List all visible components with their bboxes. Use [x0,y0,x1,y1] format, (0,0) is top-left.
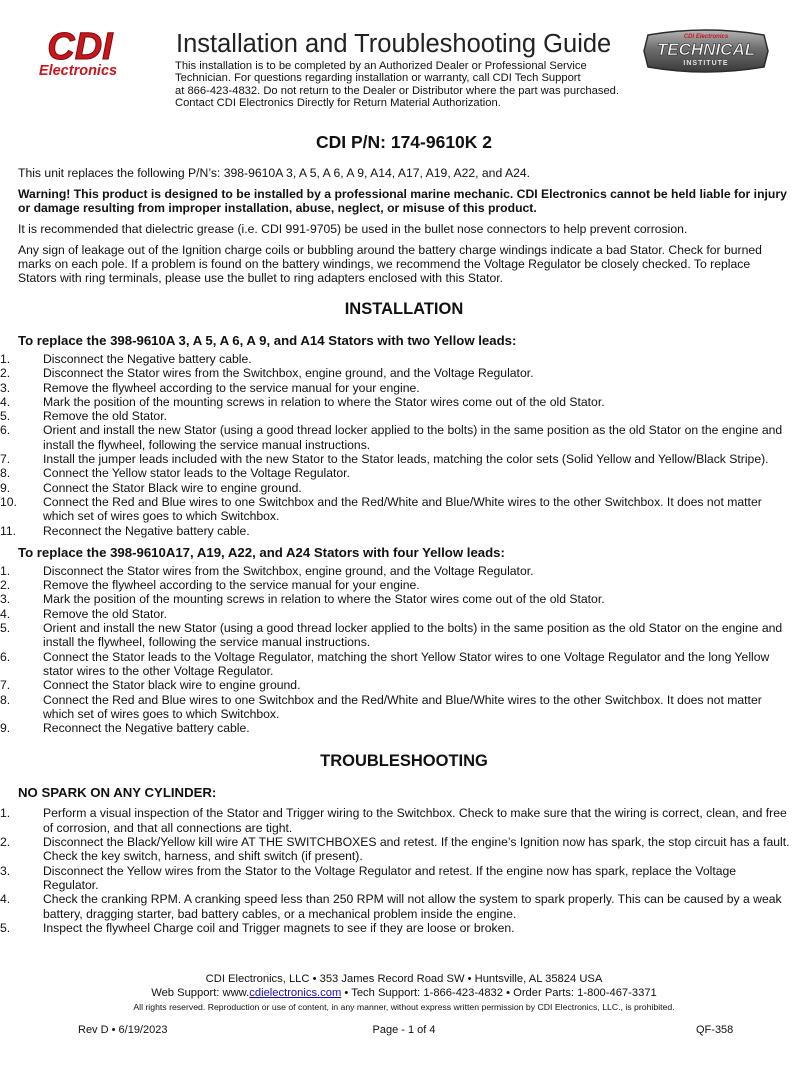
step-text: Mark the position of the mounting screws in relation to where the Stator wires come out of the old Stator. [43,592,605,607]
intro-paragraph [175,60,625,109]
list-item: 4. Remove the old Stator. [0,606,167,621]
list-item: 1. Disconnect the Negative battery cable. [0,352,252,366]
step-text: Remove the old Stator. [43,409,167,424]
list-item: 7. Install the jumper leads included with the new Stator to the Stator leads, matching the color sets (Solid Yellow and Yellow/Black Stripe). [0,452,769,467]
list-item: 6. Connect the Stator leads to the Voltage Regulator, matching the short Yellow Stator wires to one Voltage Regulator and the long Yellow stator wires to the other Voltage Regulator. [0,649,770,678]
list-item: 3. Mark the position of the mounting screws in relation to where the Stator wires come out of the old Stator. [0,592,605,607]
cdi-electronics-logo [14,26,148,78]
replaces-paragraph: This unit replaces the following P/N’s: 398-9610A 3, A 5, A 6, A 9, A14, A17, A19, A22, and A24. [18,166,531,180]
step-text: Install the jumper leads included with the new Stator to the Stator leads, matching the color sets (Solid Yellow and Yellow/Black Stripe). [43,452,769,467]
section1-title: To replace the 398-9610A 3, A 5, A 6, A 9, and A14 Stators with two Yellow leads: [18,333,517,348]
page-header [0,0,808,120]
leakage-paragraph: Any sign of leakage out of the Ignition charge coils or bubbling around the battery charge windings indicate a bad Stator. Check for burned marks on each pole. If a problem is found on the battery windings, we recommend the Voltage Regulator be closely checked. To replace Stators with ring terminals, please use the bullet to ring adapters enclosed with this Stator. [18,243,762,285]
list-item: 5. Remove the old Stator. [0,409,167,424]
document-body [0,166,790,935]
troubleshooting-steps [0,806,790,935]
step-text: Connect the Stator black wire to engine ground. [43,678,301,693]
list-item: 6. Orient and install the new Stator (using a good thread locker applied to the bolts) in the same position as the old Stator on the engine and install the flywheel, following the service manual instructions. [0,423,783,452]
step-text: Connect the Yellow stator leads to the Voltage Regulator. [43,466,350,481]
section1-steps [0,352,790,538]
step-text: Disconnect the Black/Yellow kill wire AT THE SWITCHBOXES and retest. If the engine’s Ignition now has spark, the stop circuit has a fault. Check the key switch, harness, and shift switch (if present). [43,835,790,864]
technical-institute-badge [642,27,770,74]
list-item: 5. Inspect the flywheel Charge coil and Trigger magnets to see if they are loose or broken. [0,920,515,935]
warning-paragraph: Warning! This product is designed to be installed by a professional marine mechanic. CDI Electronics cannot be held liable for injury or damage resulting from improper installation, abuse, neglect, or misuse of this product. [18,187,787,215]
footer-web-prefix: Web Support: www. [151,987,250,999]
list-item: 1. Perform a visual inspection of the Stator and Trigger wiring to the Switchbox. Check to make sure that the wiring is correct, clean, and free of corrosion, and that all connections are tight. [0,806,787,835]
badge-main-text: TECHNICAL [656,40,756,59]
website-link[interactable]: cdielectronics.com [249,987,342,999]
step-text: Check the cranking RPM. A cranking speed less than 250 RPM will not allow the system to spark properly. This can be caused by a weak battery, dragging starter, bad battery cables, or a mechanical problem inside the engine. [43,892,782,921]
step-text: Disconnect the Stator wires from the Switchbox, engine ground, and the Voltage Regulator. [43,366,534,381]
part-number-heading: CDI P/N: 174-9610K 2 [315,132,493,152]
step-text: Perform a visual inspection of the Stator and Trigger wiring to the Switchbox. Check to make sure that the wiring is correct, clean, and free of corrosion, and that all connections are tight. [43,806,787,835]
list-item: 2. Disconnect the Black/Yellow kill wire AT THE SWITCHBOXES and retest. If the engine’s Ignition now has spark, the stop circuit has a fault. Check the key switch, harness, and shift switch (if present). [0,835,790,864]
intro-line: This installation is to be completed by an Authorized Dealer or Professional Service [175,60,587,72]
step-text: Inspect the flywheel Charge coil and Trigger magnets to see if they are loose or broken. [43,920,515,935]
badge-sub-text: INSTITUTE [683,60,729,67]
list-item: 4. Mark the position of the mounting screws in relation to where the Stator wires come out of the old Stator. [0,394,605,409]
list-item: 5. Orient and install the new Stator (using a good thread locker applied to the bolts) in the same position as the old Stator on the engine and install the flywheel, following the service manual instructions. [0,621,783,650]
step-text: Disconnect the Stator wires from the Switchbox, engine ground, and the Voltage Regulator. [43,563,534,578]
list-item: 9. Connect the Stator Black wire to engine ground. [0,480,302,495]
step-text: Remove the old Stator. [43,606,167,621]
list-item: 8. Connect the Red and Blue wires to one Switchbox and the Red/White and Blue/White wires to the other Switchbox. It does not matter which set of wires goes to which Switchbox. [0,692,762,721]
badge-top-text: CDI Electronics [683,34,729,40]
step-text: Mark the position of the mounting screws in relation to where the Stator wires come out of the old Stator. [43,394,605,409]
step-text: Disconnect the Yellow wires from the Stator to the Voltage Regulator and retest. If the engine now has spark, replace the Voltage Regulator. [43,863,737,892]
page-title: Installation and Troubleshooting Guide [176,30,612,58]
logo-electronics-text: Electronics [38,63,118,78]
list-item: 9. Reconnect the Negative battery cable. [0,721,250,736]
list-item: 11. Reconnect the Negative battery cable. [0,523,250,538]
page-footer [0,972,808,1014]
step-text: Disconnect the Negative battery cable. [43,352,252,366]
list-item: 2. Remove the flywheel according to the service manual for your engine. [0,578,420,593]
step-text: Remove the flywheel according to the service manual for your engine. [43,380,420,395]
step-text: Remove the flywheel according to the service manual for your engine. [43,578,420,593]
intro-line: Contact CDI Electronics Directly for Return Material Authorization. [175,96,501,109]
section2-steps [0,563,790,736]
troubleshooting-heading: TROUBLESHOOTING [320,752,488,771]
logo-cdi-text: CDI [47,26,113,68]
list-item: 7. Connect the Stator black wire to engine ground. [0,678,301,693]
form-number: QF-358 [696,1024,734,1036]
step-text: Orient and install the new Stator (using a good thread locker applied to the bolts) in the same position as the old Stator on the engine and install the flywheel, following the service manual instructions. [43,423,783,452]
step-text: Connect the Stator leads to the Voltage Regulator, matching the short Yellow Stator wires to one Voltage Regulator and the long Yellow stator wires to the other Voltage Regulator. [43,649,770,678]
footer-support: • Tech Support: 1-866-423-4832 • Order Parts: 1-800-467-3371 [341,987,657,999]
list-item: 1. Disconnect the Stator wires from the Switchbox, engine ground, and the Voltage Regulator. [0,563,534,578]
footer-contacts [0,986,808,1000]
no-spark-title: NO SPARK ON ANY CYLINDER: [18,785,217,801]
section2-title: To replace the 398-9610A17, A19, A22, and A24 Stators with four Yellow leads: [18,544,505,560]
list-item: 8. Connect the Yellow stator leads to the Voltage Regulator. [0,466,350,481]
list-item: 2. Disconnect the Stator wires from the Switchbox, engine ground, and the Voltage Regulator. [0,366,534,381]
step-text: Connect the Stator Black wire to engine ground. [43,480,302,495]
revision-label: Rev D • 6/19/2023 [78,1024,168,1036]
list-item: 3. Remove the flywheel according to the service manual for your engine. [0,380,420,395]
list-item: 3. Disconnect the Yellow wires from the Stator to the Voltage Regulator and retest. If the engine now has spark, replace the Voltage Regulator. [0,863,737,892]
installation-heading: INSTALLATION [344,300,464,318]
step-text: Connect the Red and Blue wires to one Switchbox and the Red/White and Blue/White wires to the other Switchbox. It does not matter which set of wires goes to which Switchbox. [43,692,762,721]
step-text: Reconnect the Negative battery cable. [43,523,250,538]
grease-paragraph: It is recommended that dielectric grease (i.e. CDI 991-9705) be used in the bullet nose connectors to help prevent corrosion. [18,222,688,236]
intro-line: at 866-423-4832. Do not return to the Dealer or Distributor where the part was purchased. [175,84,620,97]
step-text: Orient and install the new Stator (using a good thread locker applied to the bolts) in the same position as the old Stator on the engine and install the flywheel, following the service manual instructions. [43,621,783,650]
footer-company: CDI Electronics, LLC • 353 James Record Road SW • Huntsville, AL 35824 USA [205,973,603,985]
intro-line: Technician. For questions regarding installation or warranty, call CDI Tech Support [175,72,581,85]
page-number: Page - 1 of 4 [372,1024,436,1036]
step-text: Connect the Red and Blue wires to one Switchbox and the Red/White and Blue/White wires to the other Switchbox. It does not matter which set of wires goes to which Switchbox. [43,494,762,524]
footer-rights: All rights reserved. Reproduction or use of content, in any manner, without express written permission by CDI Electronics, LLC., is prohibited. [133,1002,675,1012]
list-item: 4. Check the cranking RPM. A cranking speed less than 250 RPM will not allow the system to spark properly. This can be caused by a weak battery, dragging starter, bad battery cables, or a mechanical problem inside the engine. [0,892,782,921]
list-item: 10. Connect the Red and Blue wires to one Switchbox and the Red/White and Blue/White wires to the other Switchbox. It does not matter which set of wires goes to which Switchbox. [0,494,762,524]
step-text: Reconnect the Negative battery cable. [43,721,250,736]
